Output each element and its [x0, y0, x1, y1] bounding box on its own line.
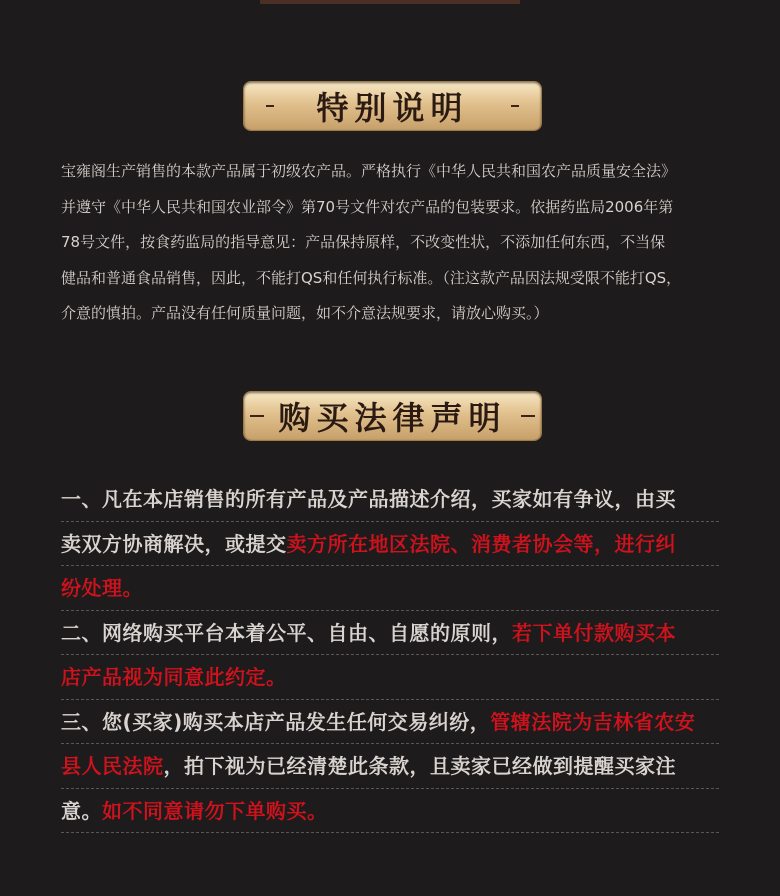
clause-text: 二、网络购买平台本着公平、自由、自愿的原则， [61, 620, 512, 645]
clause-text: 三、您(买家)购买本店产品发生任何交易纠纷， [61, 709, 491, 734]
notice-line: 并遵守《中华人民共和国农业部令》第70号文件对农产品的包装要求。依据药监局2006年第 [61, 197, 674, 216]
clause-line [61, 789, 719, 834]
top-decor-bar [260, 0, 520, 4]
clause-highlight: 如不同意请勿下单购买。 [102, 798, 328, 823]
clause-highlight: 若下单付款购买本 [512, 620, 676, 645]
clause-text-after: ，拍下视为已经清楚此条款，且卖家已经做到提醒买家注 [163, 754, 676, 778]
clause-line [61, 700, 719, 745]
special-notice-text [61, 154, 723, 332]
clause-line [61, 655, 719, 700]
notice-line: 宝雍阁生产销售的本款产品属于初级农产品。严格执行《中华人民共和国农产品质量安全法》 [61, 162, 677, 180]
clause-text: 意。 [61, 798, 102, 823]
notice-line: 介意的慎拍。产品没有任何质量问题，如不介意法规要求，请放心购买。） [61, 304, 549, 322]
special-notice-title: 特别说明 [316, 89, 469, 127]
clause-line [61, 744, 719, 789]
legal-clauses [61, 477, 719, 833]
legal-statement-title: 购买法律声明 [278, 399, 507, 437]
clause-text: 一、凡在本店销售的所有产品及产品描述介绍，买家如有争议，由买 [61, 487, 676, 511]
clause-line [61, 477, 719, 522]
banner-dash-right [521, 415, 535, 417]
notice-line: 健品和普通食品销售，因此，不能打QS和任何执行标准。（注这款产品因法规受限不能打QS， [61, 268, 682, 287]
notice-line: 78号文件，按食药监局的指导意见：产品保持原样，不改变性状，不添加任何东西，不当保 [61, 233, 666, 251]
clause-highlight: 纷处理。 [61, 576, 143, 600]
clause-line [61, 522, 719, 567]
clause-highlight: 店产品视为同意此约定。 [61, 665, 287, 689]
banner-dash-left [266, 105, 274, 107]
clause-line [61, 566, 719, 611]
clause-highlight: 县人民法院 [61, 754, 164, 778]
legal-statement-banner [244, 392, 541, 440]
clause-highlight: 卖方所在地区法院、消费者协会等，进行纠 [286, 531, 676, 556]
banner-dash-left [250, 415, 264, 417]
banner-dash-right [511, 105, 519, 107]
special-notice-banner [244, 82, 541, 130]
clause-text: 卖双方协商解决，或提交 [61, 531, 287, 556]
clause-highlight: 管辖法院为吉林省农安 [490, 709, 696, 734]
clause-line [61, 611, 719, 656]
